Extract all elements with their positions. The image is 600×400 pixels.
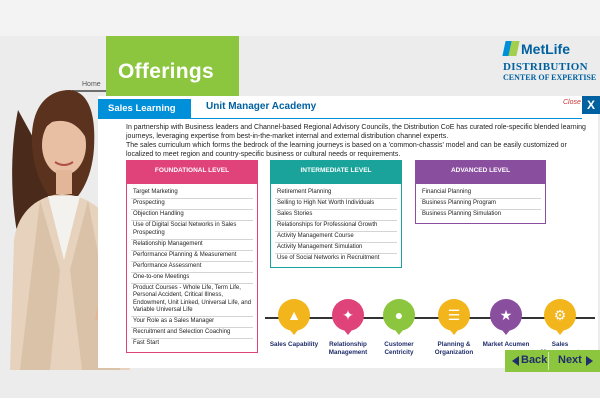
capability-label: Relationship Management [328,341,368,356]
intermediate-level-column [270,160,402,268]
metlife-mark-icon [503,41,519,56]
dialog-title: Unit Manager Academy [206,101,317,112]
advanced-level-header: ADVANCED LEVEL [415,160,546,184]
list-item: Use of Social Networks in Recruitment [277,255,380,261]
management-icon: ⚙ [553,307,567,323]
list-item: Performance Planning & Measurement [131,251,253,262]
arrow-left-icon [512,356,519,366]
list-item: Relationship Management [131,240,253,251]
capability-market-acumen [480,299,532,349]
logo-brand-name: MetLife [521,41,570,57]
capability-sales-capability [268,299,320,349]
list-item: Financial Planning [420,188,541,199]
intro-paragraph-2: The sales curriculum which forms the bedrock of the learning journeys is based on a 'common-chassis' model and can be easily customized or localized to meet region and country-specific business or cultural needs or requirements. [126,142,567,158]
back-button[interactable] [505,350,549,372]
capability-relationship-management [322,299,374,356]
capability-badge [490,299,522,331]
list-item: Performance Assessment [131,262,253,273]
chart-icon: ▲ [287,307,301,323]
list-item: Retirement Planning [275,188,397,199]
tab-sales-learning-label: Sales Learning [108,103,176,114]
list-item: Business Planning Program [420,199,541,210]
market-icon: ★ [499,307,513,323]
advanced-level-column [415,160,546,224]
foundational-level-column [126,160,258,353]
back-button-label: Back [521,354,548,366]
list-item: Product Courses - Whole Life, Term Life, Personal Accident, Critical Illness, Endowment, Unit Linked, Universal Life, and Variable Universal Life [131,284,253,318]
tab-sales-learning[interactable] [98,99,191,118]
list-item: Your Role as a Sales Manager [131,317,253,328]
intermediate-level-header: INTERMEDIATE LEVEL [270,160,402,184]
page-title: Offerings [118,60,215,83]
capability-label: Customer Centricity [384,341,414,356]
list-item: Use of Digital Social Networks in Sales Prospecting [131,221,253,240]
close-label[interactable]: Close [563,99,581,106]
capability-sales-management [534,299,586,356]
customer-icon: ● [394,307,404,323]
advanced-level-list [415,184,546,224]
nav-divider [548,352,549,370]
next-button[interactable] [551,350,600,372]
logo-distribution: DISTRIBUTION [503,61,588,73]
capability-customer-centricity [373,299,425,356]
list-item: Selling to High Net Worth Individuals [275,199,397,210]
list-item: Relationships for Professional Growth [275,221,397,232]
capability-planning-organization [428,299,480,356]
capability-badge [383,299,415,331]
intermediate-level-list [270,184,402,268]
capability-badge [278,299,310,331]
home-link[interactable]: Home [82,81,101,88]
list-item: Business Planning Simulation [422,211,502,217]
list-item: Fast Start [133,340,160,346]
capability-label: Sales [551,341,569,348]
foundational-level-list [126,184,258,353]
list-item: Recruitment and Selection Coaching [131,328,253,339]
top-band [0,0,600,36]
capability-label: Planning & Organization [434,341,474,356]
intro-text [126,123,588,159]
arrow-right-icon [586,356,593,366]
capability-badge [332,299,364,331]
list-item: Target Marketing [131,188,253,199]
capability-badge [438,299,470,331]
list-item: Sales Stories [275,210,397,221]
capability-label: Sales Capability [269,341,319,348]
list-item: Objection Handling [131,210,253,221]
list-item: One-to-one Meetings [131,273,253,284]
handshake-icon: ✦ [342,307,354,323]
metlife-logo [503,40,597,90]
list-item: Activity Management Course [275,232,397,243]
intro-paragraph-1: In partnership with Business leaders and Channel-based Regional Advisory Councils, the Distribution CoE has curated role-specific blended learning journeys, leveraging expertise from best-in-the-market internal and external distribution channel experts. [126,124,586,140]
list-item: Activity Management Simulation [275,243,397,254]
list-item: Prospecting [131,199,253,210]
next-button-label: Next [558,354,582,366]
foundational-level-header: FOUNDATIONAL LEVEL [126,160,258,184]
close-button[interactable]: X [582,96,600,114]
planning-icon: ☰ [447,307,461,323]
dialog-header-line [98,118,582,119]
logo-center-of-expertise: CENTER OF EXPERTISE [503,73,597,82]
capability-badge [544,299,576,331]
capability-label: Market Acumen [482,341,530,348]
